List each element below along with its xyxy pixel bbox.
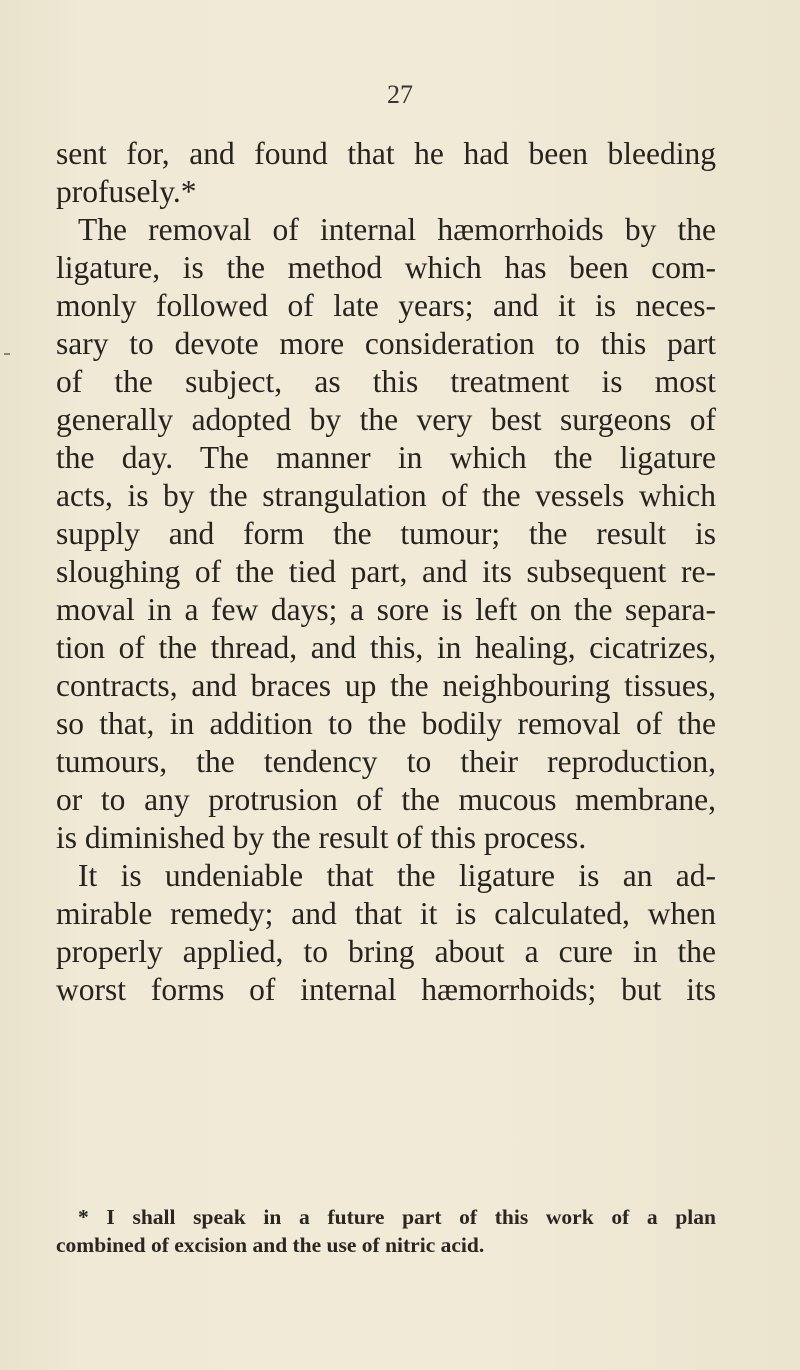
text-line: monly followed of late years; and it is neces- [56, 288, 716, 323]
text-line: sary to devote more consideration to this part [56, 326, 716, 361]
text-line: ligature, is the method which has been com- [56, 250, 716, 285]
text-line: The removal of internal hæmorrhoids by the [78, 212, 716, 247]
text-line: so that, in addition to the bodily removal of the [56, 706, 716, 741]
text-line: or to any protrusion of the mucous membrane, [56, 782, 716, 817]
text-line: supply and form the tumour; the result is [56, 516, 716, 551]
text-line: is diminished by the result of this process. [56, 820, 587, 855]
text-line: tumours, the tendency to their reproduction, [56, 744, 716, 779]
text-line: generally adopted by the very best surgeons of [56, 402, 716, 437]
text-line: tion of the thread, and this, in healing, cicatrizes, [56, 630, 716, 665]
text-line: properly applied, to bring about a cure in the [56, 934, 716, 969]
text-line: acts, is by the strangulation of the vessels which [56, 478, 716, 513]
footnote-line: combined of excision and the use of nitric acid. [56, 1233, 485, 1257]
margin-mark [4, 353, 10, 355]
text-line: sloughing of the tied part, and its subsequent re- [56, 554, 716, 589]
text-line: contracts, and braces up the neighbouring tissues, [56, 668, 716, 703]
text-line: the day. The manner in which the ligature [56, 440, 716, 475]
text-line: profusely.* [56, 174, 197, 209]
page-number: 27 [387, 80, 413, 109]
text-line: sent for, and found that he had been bleeding [56, 136, 716, 171]
text-line: mirable remedy; and that it is calculated, when [56, 896, 716, 931]
footnote-line: * I shall speak in a future part of this work of a plan [78, 1205, 716, 1229]
text-line: worst forms of internal hæmorrhoids; but its [56, 972, 716, 1007]
text-line: moval in a few days; a sore is left on the separa- [56, 592, 716, 627]
text-line: It is undeniable that the ligature is an ad- [78, 858, 716, 893]
text-line: of the subject, as this treatment is most [56, 364, 716, 399]
